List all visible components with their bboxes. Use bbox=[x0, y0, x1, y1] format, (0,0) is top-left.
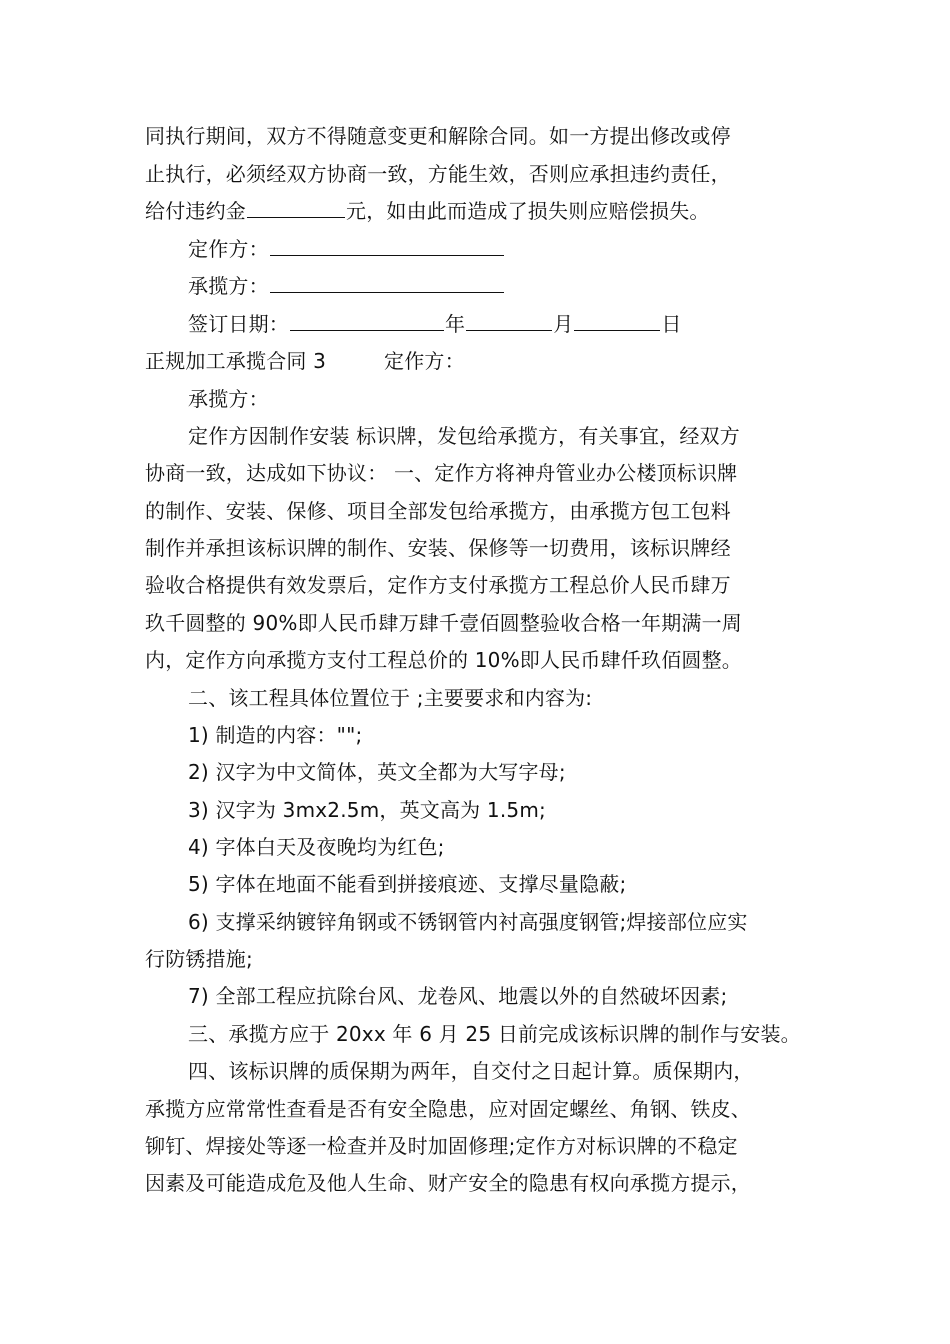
text-line: 协商一致，达成如下协议： 一、定作方将神舟管业办公楼顶标识牌 bbox=[145, 461, 738, 485]
section-3: 三、承揽方应于 20xx 年 6 月 25 日前完成该标识牌的制作与安装。 bbox=[188, 1022, 801, 1046]
day-label: 日 bbox=[661, 312, 682, 336]
text-line: 的制作、安装、保修、项目全部发包给承揽方，由承揽方包工包料 bbox=[145, 499, 731, 523]
signature-blank bbox=[270, 235, 504, 256]
section-heading: 二、该工程具体位置位于 ;主要要求和内容为: bbox=[188, 686, 593, 710]
text-line: 四、该标识牌的质保期为两年，自交付之日起计算。质保期内， bbox=[188, 1059, 754, 1083]
list-item: 1) 制造的内容：""; bbox=[188, 723, 363, 747]
list-item: 7) 全部工程应抗除台风、龙卷风、地震以外的自然破坏因素; bbox=[188, 984, 728, 1008]
year-label: 年 bbox=[445, 312, 466, 336]
text-line: 内，定作方向承揽方支付工程总价的 10%即人民币肆仟玖佰圆整。 bbox=[145, 648, 743, 672]
day-blank bbox=[574, 310, 660, 331]
text-line: 因素及可能造成危及他人生命、财产安全的隐患有权向承揽方提示， bbox=[145, 1171, 751, 1195]
contract3-chenglan-label: 承揽方： bbox=[188, 387, 269, 411]
signature-label: 定作方： bbox=[188, 237, 269, 261]
signature-label: 承揽方： bbox=[188, 274, 269, 298]
text-line: 止执行，必须经双方协商一致，方能生效，否则应承担违约责任， bbox=[145, 162, 731, 186]
text-fragment: 给付违约金 bbox=[145, 199, 246, 223]
sign-date-line bbox=[188, 310, 682, 338]
signature-line-chenglan bbox=[188, 272, 505, 300]
list-item: 3) 汉字为 3mx2.5m，英文高为 1.5m; bbox=[188, 798, 546, 822]
text-line: 铆钉、焊接处等逐一检查并及时加固修理;定作方对标识牌的不稳定 bbox=[145, 1134, 738, 1158]
month-label: 月 bbox=[553, 312, 574, 336]
month-blank bbox=[466, 310, 552, 331]
text-line: 制作并承担该标识牌的制作、安装、保修等一切费用，该标识牌经 bbox=[145, 536, 731, 560]
text-line bbox=[145, 197, 710, 225]
text-line: 验收合格提供有效发票后，定作方支付承揽方工程总价人民币肆万 bbox=[145, 573, 731, 597]
list-item: 6) 支撑采纳镀锌角钢或不锈钢管内衬高强度钢管;焊接部位应实 bbox=[188, 910, 748, 934]
contract3-title: 正规加工承揽合同 3 bbox=[145, 349, 327, 373]
text-line: 同执行期间，双方不得随意变更和解除合同。如一方提出修改或停 bbox=[145, 124, 731, 148]
list-item: 2) 汉字为中文简体，英文全都为大写字母; bbox=[188, 760, 566, 784]
contract3-dingzuo-label: 定作方： bbox=[384, 349, 465, 373]
list-item-continuation: 行防锈措施; bbox=[145, 947, 253, 971]
list-item: 4) 字体白天及夜晚均为红色; bbox=[188, 835, 445, 859]
sign-date-label: 签订日期： bbox=[188, 312, 289, 336]
year-blank bbox=[290, 310, 444, 331]
text-line: 玖千圆整的 90%即人民币肆万肆千壹佰圆整验收合格一年期满一周 bbox=[145, 611, 743, 635]
signature-line-dingzuo bbox=[188, 235, 505, 263]
penalty-amount-blank bbox=[247, 197, 345, 218]
text-line: 承揽方应常常性查看是否有安全隐患，应对固定螺丝、角钢、铁皮、 bbox=[145, 1097, 751, 1121]
text-fragment: 元，如由此而造成了损失则应赔偿损失。 bbox=[346, 199, 710, 223]
text-line: 定作方因制作安装 标识牌，发包给承揽方，有关事宜，经双方 bbox=[188, 424, 740, 448]
list-item: 5) 字体在地面不能看到拼接痕迹、支撑尽量隐蔽; bbox=[188, 872, 627, 896]
signature-blank bbox=[270, 272, 504, 293]
